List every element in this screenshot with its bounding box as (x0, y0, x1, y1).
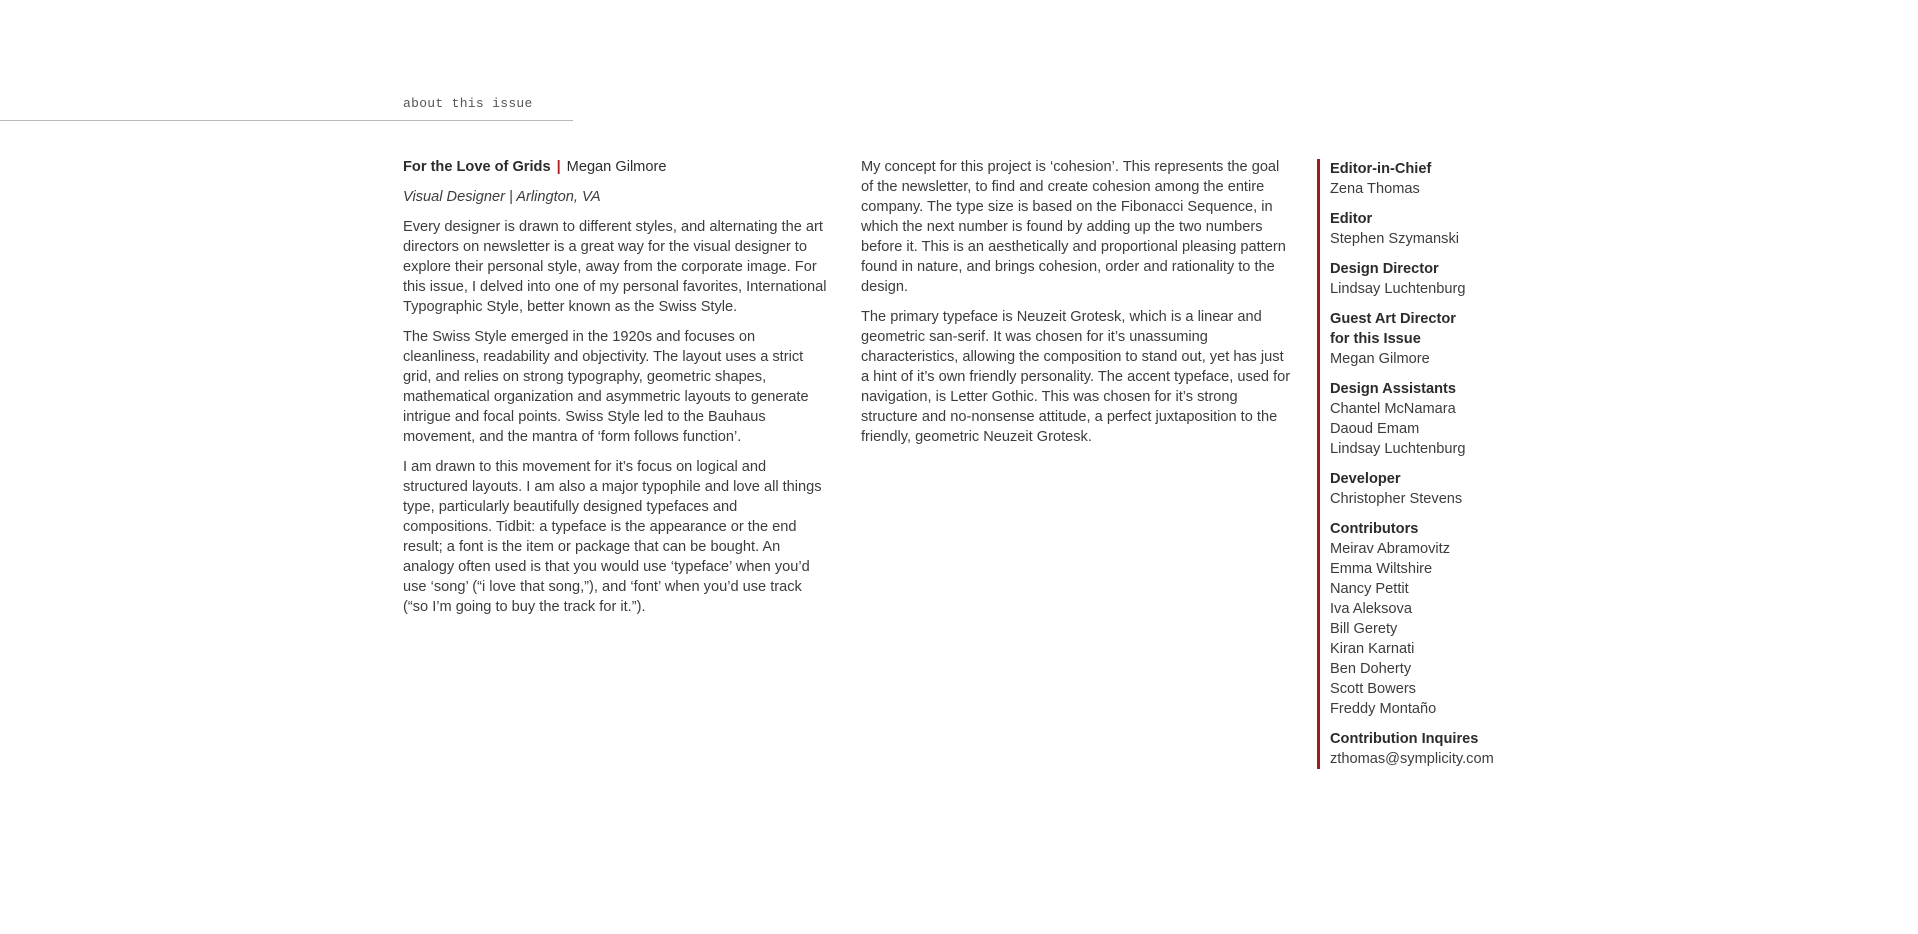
masthead-role: Editor-in-Chief (1330, 161, 1432, 177)
masthead-name: Chantel McNamara (1330, 401, 1456, 417)
masthead-role: Developer (1330, 471, 1401, 487)
author-byline: Visual Designer | Arlington, VA (403, 189, 601, 205)
masthead-role: Design Assistants (1330, 381, 1456, 397)
paragraph: I am drawn to this movement for it’s focus on logical and structured layouts. I am also a major typophile and love all things type, particularly beautifully designed typefaces and compositions. Tidbit: a typeface is the appearance or the end result; a font is the item or package that can be bought. An analogy often used is that you would use ‘typeface’ when you’d use ‘song’ (“i love that song,”), and ‘font’ when you’d use track (“so I’m going to buy the track for it.”). (403, 459, 822, 615)
masthead-role: Design Director (1330, 261, 1439, 277)
masthead-role: Guest Art Director (1330, 311, 1456, 327)
masthead-name: Ben Doherty (1330, 661, 1412, 677)
article-header (403, 157, 828, 177)
contact-email-link[interactable]: zthomas@symplicity.com (1330, 751, 1494, 767)
masthead-role: Contributors (1330, 521, 1419, 537)
masthead-name: Emma Wiltshire (1330, 561, 1433, 577)
article-author: Megan Gilmore (566, 159, 667, 175)
article-column-1 (403, 157, 828, 627)
masthead-name: Christopher Stevens (1330, 491, 1463, 507)
article-title: For the Love of Grids (403, 159, 551, 175)
masthead-group (1330, 309, 1530, 369)
masthead-role: Contribution Inquires (1330, 731, 1479, 747)
masthead-group (1330, 469, 1530, 509)
masthead-name: Kiran Karnati (1330, 641, 1415, 657)
masthead-name: Freddy Montaño (1330, 701, 1437, 717)
masthead-name: Bill Gerety (1330, 621, 1398, 637)
masthead-group (1330, 159, 1530, 199)
masthead-role: Editor (1330, 211, 1373, 227)
masthead-role-line2: for this Issue (1330, 331, 1421, 347)
masthead-name: Zena Thomas (1330, 181, 1420, 197)
masthead-group (1330, 379, 1530, 459)
masthead-name: Iva Aleksova (1330, 601, 1412, 617)
paragraph: Every designer is drawn to different styles, and alternating the art directors on newsletter is a great way for the visual designer to explore their personal style, away from the corporate image. For this issue, I delved into one of my personal favorites, International Typographic Style, better known as the Swiss Style. (403, 219, 827, 315)
paragraph: My concept for this project is ‘cohesion’. This represents the goal of the newsletter, to find and create cohesion among the entire company. The type size is based on the Fibonacci Sequence, in which the next number is found by adding up the two numbers before it. This is an aesthetically and proportional pleasing pattern found in nature, and brings cohesion, order and rationality to the design. (861, 159, 1286, 295)
masthead-name: Nancy Pettit (1330, 581, 1409, 597)
masthead-group (1330, 729, 1530, 769)
section-label: about this issue (403, 96, 533, 111)
masthead-name: Scott Bowers (1330, 681, 1416, 697)
masthead-name: Lindsay Luchtenburg (1330, 441, 1466, 457)
masthead-group (1330, 519, 1530, 719)
masthead (1317, 159, 1530, 769)
masthead-name: Meirav Abramovitz (1330, 541, 1451, 557)
title-separator: | (556, 159, 561, 175)
paragraph: The Swiss Style emerged in the 1920s and focuses on cleanliness, readability and objectivity. The layout uses a strict grid, and relies on strong typography, geometric shapes, mathematical organization and asymmetric layouts to generate intrigue and focal points. Swiss Style led to the Bauhaus movement, and the mantra of ‘form follows function’. (403, 329, 809, 445)
section-divider (0, 120, 573, 121)
masthead-group (1330, 259, 1530, 299)
masthead-group (1330, 209, 1530, 249)
masthead-name: Megan Gilmore (1330, 351, 1430, 367)
masthead-name: Lindsay Luchtenburg (1330, 281, 1466, 297)
article-column-2 (861, 157, 1291, 457)
masthead-name: Stephen Szymanski (1330, 231, 1459, 247)
paragraph: The primary typeface is Neuzeit Grotesk, which is a linear and geometric san-serif. It was chosen for it’s unassuming characteristics, allowing the composition to stand out, yet has just a hint of it’s own friendly personality. The accent typeface, used for navigation, is Letter Gothic. This was chosen for it’s strong structure and no-nonsense attitude, a perfect juxtaposition to the friendly, geometric Neuzeit Grotesk. (861, 309, 1291, 445)
masthead-name: Daoud Emam (1330, 421, 1420, 437)
